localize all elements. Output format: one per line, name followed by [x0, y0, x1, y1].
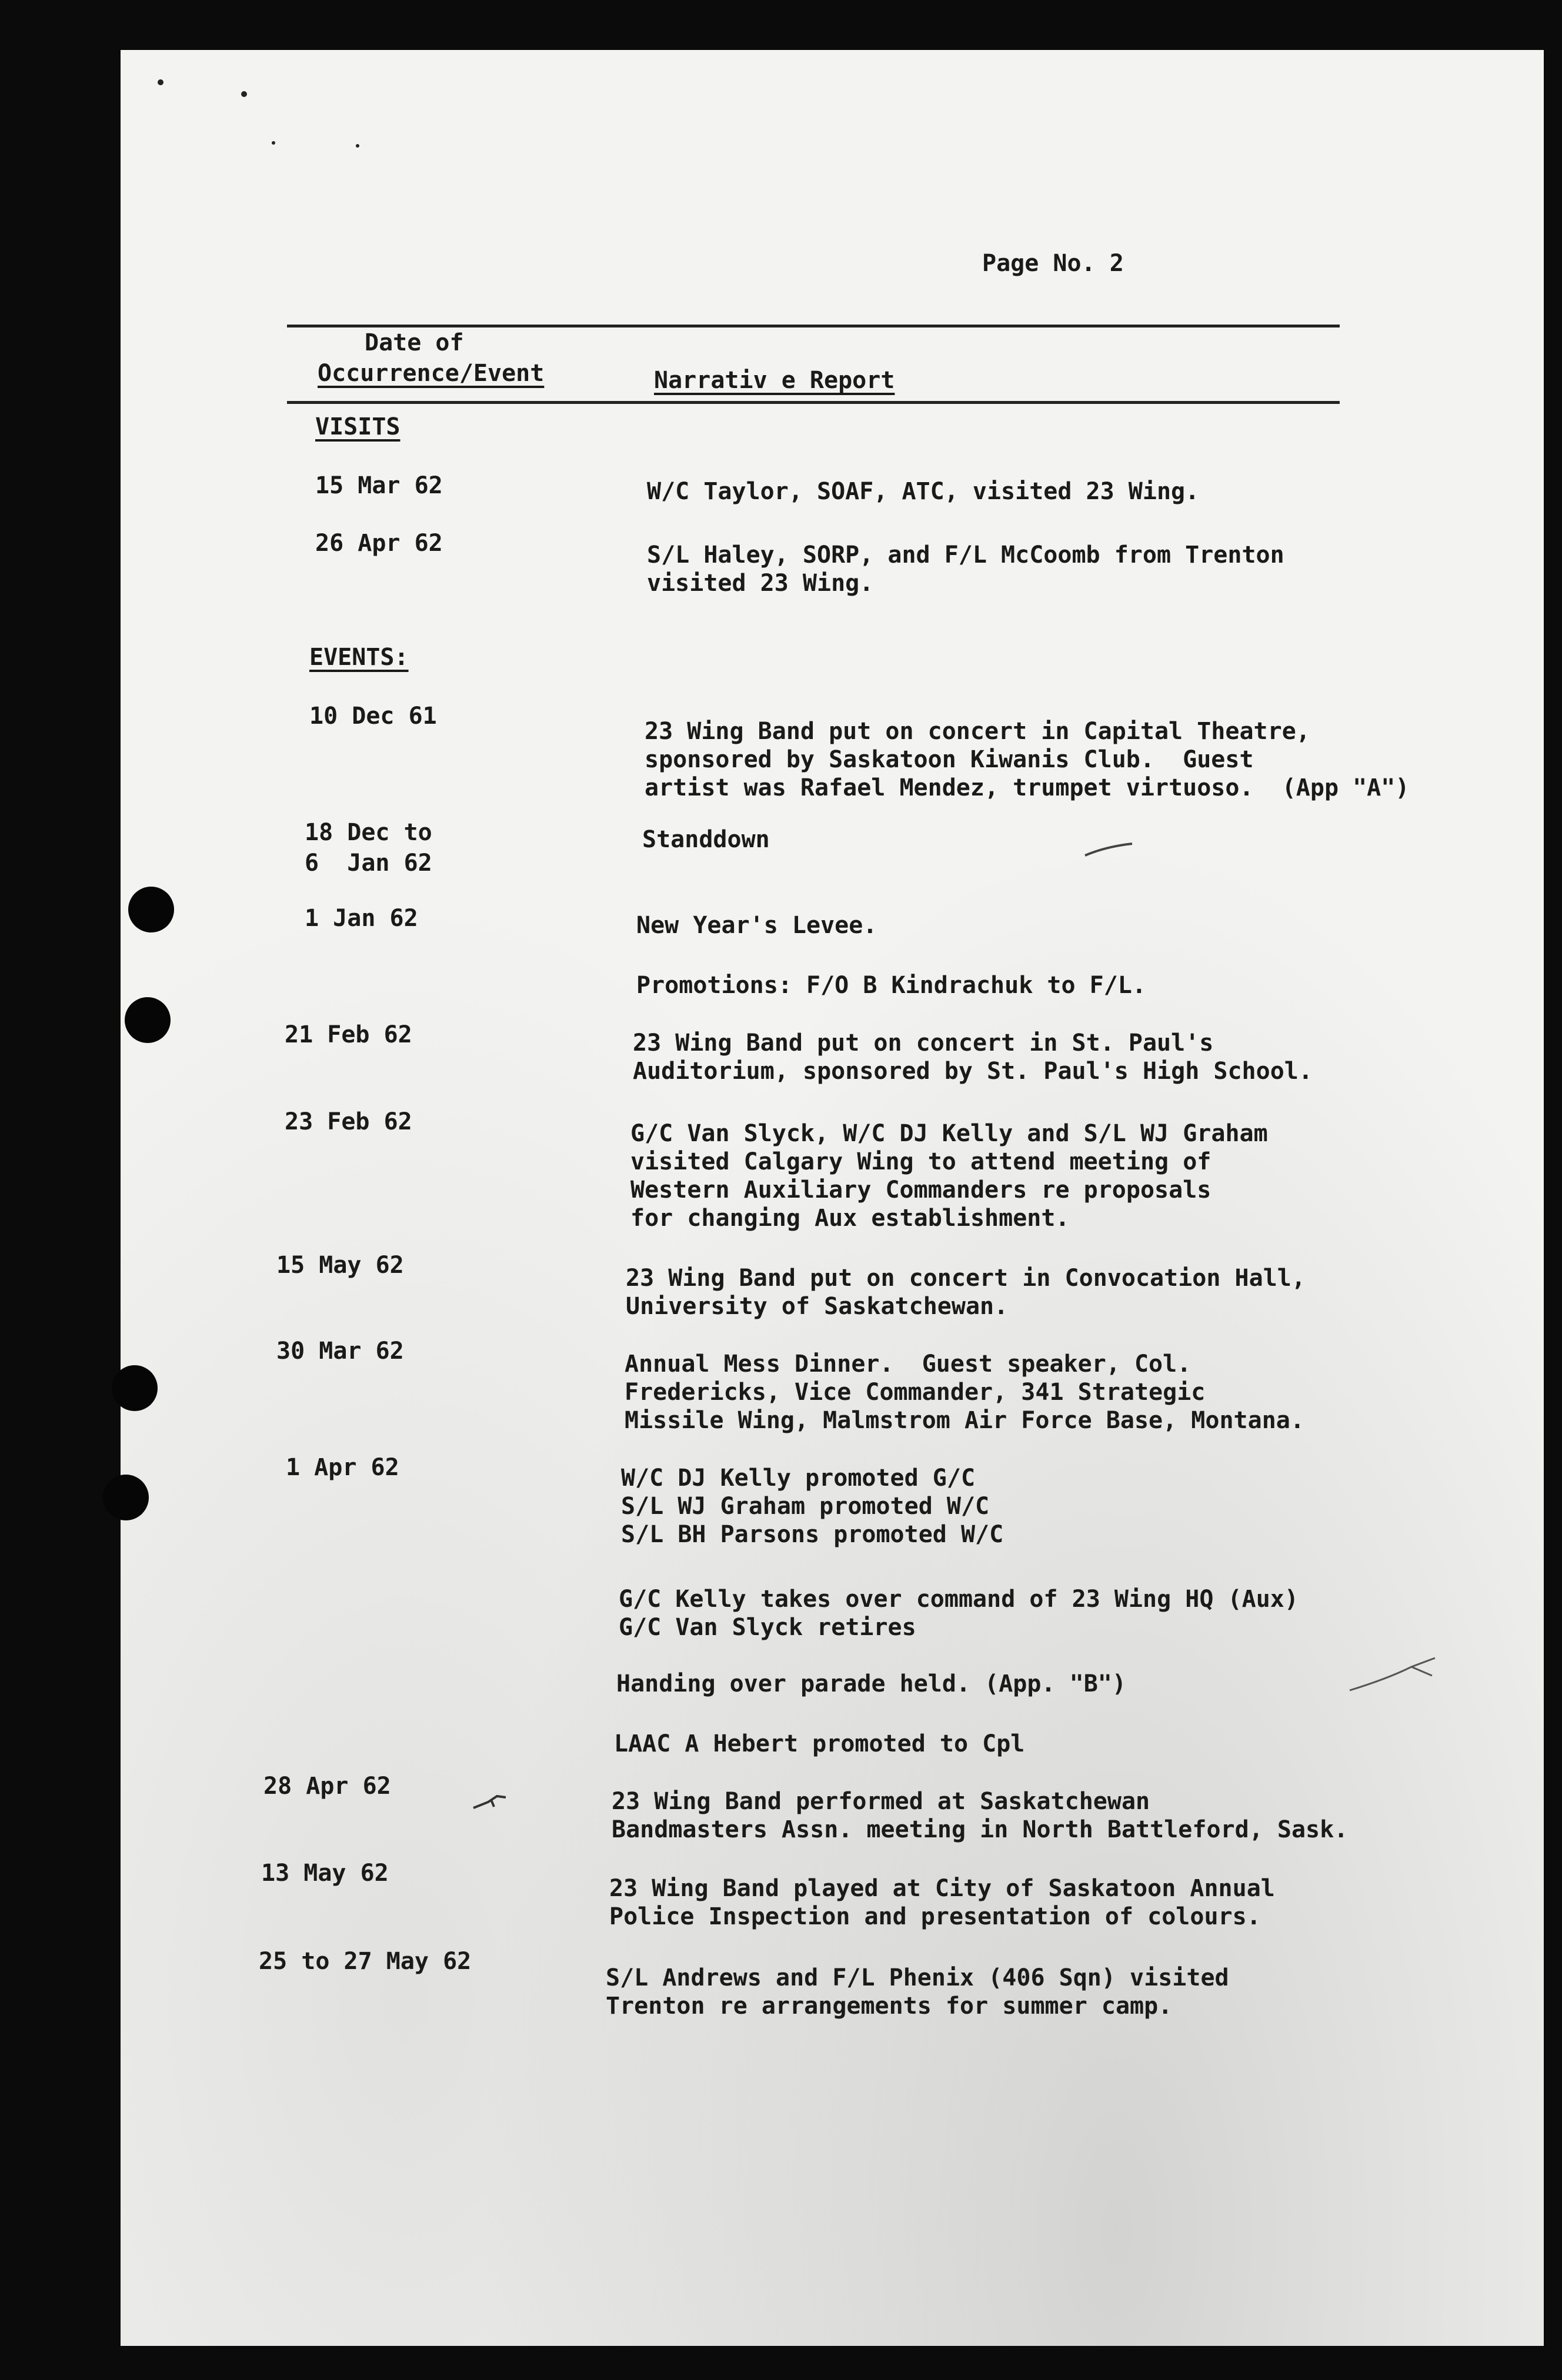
event-date: 23 Feb 62 [285, 1108, 412, 1135]
event-narrative: LAAC A Hebert promoted to Cpl [614, 1730, 1025, 1757]
page-number: Page No. 2 [982, 250, 1124, 277]
event-date: 18 Dec to 6 Jan 62 [305, 819, 432, 877]
event-narrative: G/C Kelly takes over command of 23 Wing HQ (Aux) G/C Van Slyck retires [619, 1586, 1299, 1641]
event-date: 30 Mar 62 [276, 1338, 404, 1365]
visits-heading: VISITS [315, 413, 400, 440]
visit-narrative: S/L Haley, SORP, and F/L McCoomb from Trenton visited 23 Wing. [647, 541, 1284, 597]
event-date: 13 May 62 [261, 1860, 389, 1887]
event-date: 10 Dec 61 [309, 703, 437, 730]
event-narrative: Annual Mess Dinner. Guest speaker, Col. Fredericks, Vice Commander, 341 Strategic Missile Wing, Malmstrom Air Force Base, Montana. [625, 1351, 1304, 1434]
punch-hole [103, 1475, 149, 1520]
event-narrative: 23 Wing Band put on concert in Convocation Hall, University of Saskatchewan. [626, 1265, 1306, 1320]
event-narrative: New Year's Levee. [636, 912, 877, 939]
visit-date: 26 Apr 62 [315, 530, 443, 557]
punch-hole [125, 997, 171, 1043]
event-narrative: 23 Wing Band put on concert in St. Paul's Auditorium, sponsored by St. Paul's High School. [633, 1029, 1313, 1085]
visit-date: 15 Mar 62 [315, 472, 443, 499]
event-date: 1 Apr 62 [286, 1454, 399, 1481]
event-narrative: 23 Wing Band played at City of Saskatoon Annual Police Inspection and presentation of colours. [609, 1875, 1275, 1930]
date-column-header-line1: Date of [365, 329, 464, 356]
header-bottom-rule [287, 401, 1340, 404]
event-narrative: S/L Andrews and F/L Phenix (406 Sqn) visited Trenton re arrangements for summer camp. [606, 1964, 1229, 2020]
ink-speck [241, 91, 247, 97]
punch-hole [112, 1365, 158, 1411]
event-date: 28 Apr 62 [263, 1773, 391, 1800]
ink-speck [356, 144, 359, 148]
event-narrative: Handing over parade held. (App. "B") [616, 1670, 1126, 1697]
date-column-header-line2: Occurrence/Event [318, 360, 545, 387]
event-date: 21 Feb 62 [285, 1021, 412, 1048]
header-top-rule [287, 325, 1340, 327]
punch-hole [128, 887, 174, 932]
visit-narrative: W/C Taylor, SOAF, ATC, visited 23 Wing. [647, 478, 1200, 505]
event-date: 1 Jan 62 [305, 905, 418, 932]
event-date: 25 to 27 May 62 [259, 1948, 472, 1975]
event-narrative: 23 Wing Band performed at Saskatchewan Bandmasters Assn. meeting in North Battleford, Sask. [612, 1788, 1349, 1843]
events-heading: EVENTS: [309, 644, 409, 671]
ink-speck [272, 141, 275, 145]
event-narrative: Standdown [642, 826, 770, 853]
event-narrative: Promotions: F/O B Kindrachuk to F/L. [636, 972, 1146, 999]
pencil-mark [470, 1790, 512, 1814]
event-narrative: 23 Wing Band put on concert in Capital Theatre, sponsored by Saskatoon Kiwanis Club. Guest artist was Rafael Mendez, trumpet virtuoso. (App "A") [645, 718, 1410, 801]
event-narrative: G/C Van Slyck, W/C DJ Kelly and S/L WJ Graham visited Calgary Wing to attend meeting of Western Auxiliary Commanders re proposals for changing Aux establishment. [630, 1120, 1268, 1232]
pencil-mark [1347, 1655, 1441, 1696]
pencil-mark [1082, 838, 1135, 861]
narrative-column-header: Narrativ e Report [654, 367, 895, 394]
ink-speck [158, 79, 163, 85]
event-date: 15 May 62 [276, 1252, 404, 1279]
event-narrative: W/C DJ Kelly promoted G/C S/L WJ Graham promoted W/C S/L BH Parsons promoted W/C [621, 1465, 1004, 1548]
